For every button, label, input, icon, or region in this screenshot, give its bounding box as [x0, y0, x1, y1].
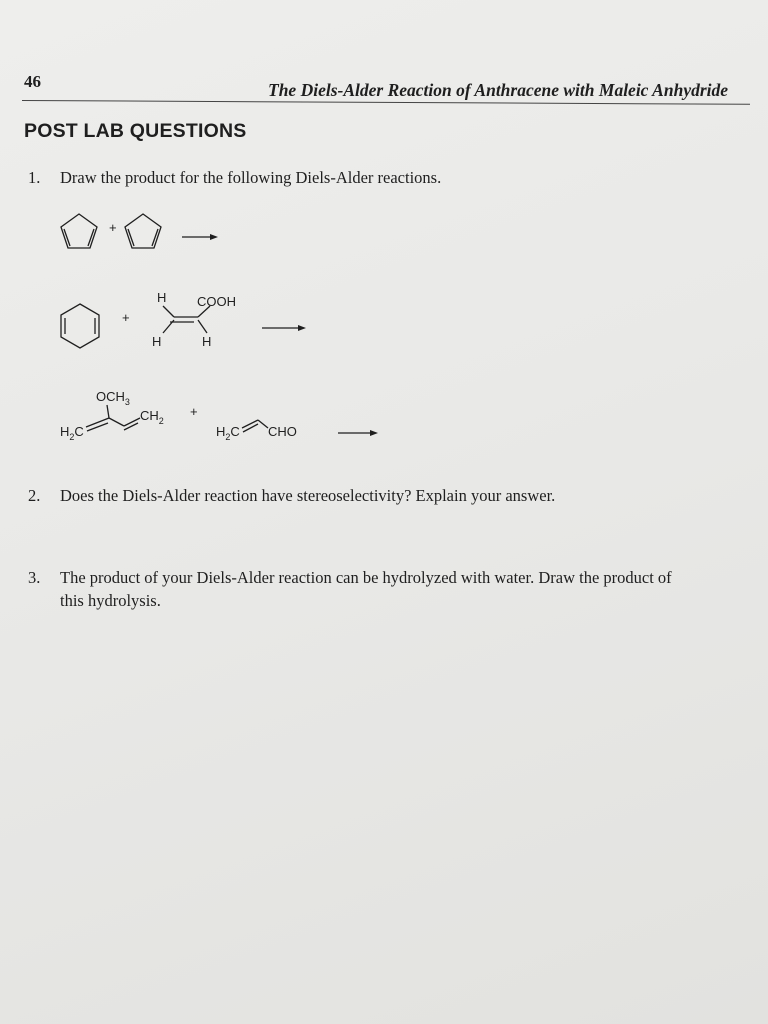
question-number: 3. — [28, 568, 41, 587]
cyclohexadiene-structure — [61, 304, 99, 348]
running-title: The Diels-Alder Reaction of Anthracene with Maleic Anhydride — [268, 80, 729, 100]
reaction-arrow — [182, 234, 218, 240]
cyclopentadiene-structure — [61, 214, 97, 248]
plus-sign: + — [122, 310, 130, 325]
question-text: Draw the product for the following Diels-Alder reactions. — [60, 168, 442, 187]
plus-sign: + — [109, 220, 117, 235]
reaction-3 — [60, 389, 378, 442]
question-text-continued: this hydrolysis. — [60, 591, 161, 610]
atom-label: H — [202, 334, 212, 349]
question-text: Does the Diels-Alder reaction have stereoselectivity? Explain your answer. — [60, 486, 556, 505]
atom-label: $H_2C$ — [216, 424, 240, 442]
atom-label: COOH — [197, 294, 236, 309]
atom-label: H — [157, 290, 167, 305]
question-number: 2. — [28, 486, 41, 505]
atom-label: $H_2C$ — [60, 424, 84, 442]
methoxy-diene-structure — [60, 389, 164, 442]
reaction-1 — [61, 214, 218, 248]
reaction-arrow — [338, 430, 378, 436]
reaction-2 — [61, 290, 306, 349]
reaction-arrow — [262, 325, 306, 331]
atom-label: H — [152, 334, 162, 349]
cyclopentadiene-structure — [125, 214, 161, 248]
acrolein-structure — [216, 420, 297, 442]
section-heading: POST LAB QUESTIONS — [24, 120, 247, 142]
atom-label: $CH_2$ — [140, 408, 164, 426]
question-number: 1. — [28, 168, 41, 187]
atom-label: CHO — [268, 424, 297, 439]
plus-sign: + — [190, 404, 198, 419]
atom-label: $OCH_3$ — [96, 389, 130, 407]
page-number: 46 — [24, 72, 41, 91]
question-text: The product of your Diels-Alder reaction can be hydrolyzed with water. Draw the product of — [60, 568, 672, 587]
acrylic-acid-structure — [152, 290, 236, 349]
